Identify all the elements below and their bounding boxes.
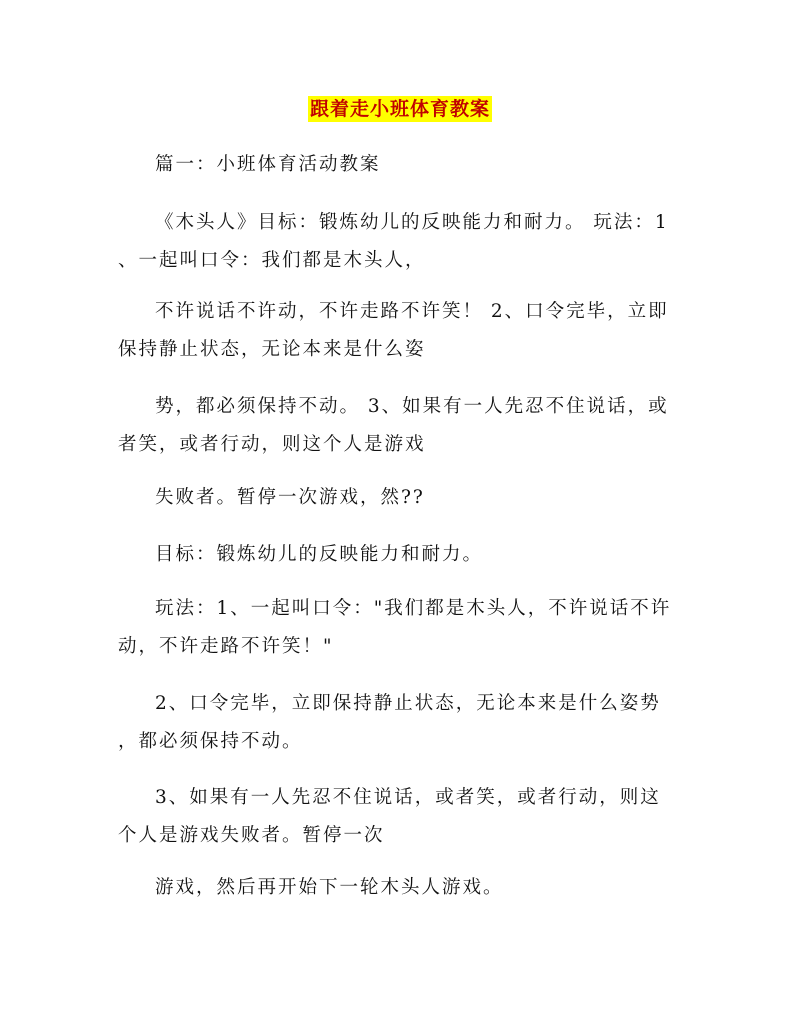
paragraph-line: 不许说话不许动，不许走路不许笑！ 2、口令完毕，立即 <box>155 301 669 322</box>
paragraph-line: 《木头人》目标：锻炼幼儿的反映能力和耐力。 玩法：1 <box>155 212 669 233</box>
paragraph-goal <box>118 536 684 574</box>
paragraph-rule-2 <box>118 388 684 464</box>
paragraph-line: 篇一：小班体育活动教案 <box>155 154 381 175</box>
paragraph-play-2 <box>118 685 684 761</box>
paragraph-line: 玩法：1、一起叫口令："我们都是木头人，不许说话不许 <box>155 598 672 619</box>
paragraph-line: 目标：锻炼幼儿的反映能力和耐力。 <box>155 544 484 565</box>
paragraph-line: 游戏，然后再开始下一轮木头人游戏。 <box>155 877 504 898</box>
paragraph-line: 个人是游戏失败者。暂停一次 <box>118 825 385 846</box>
paragraph-line: 保持静止状态，无论本来是什么姿 <box>118 339 426 360</box>
paragraph-play-end <box>118 869 684 907</box>
paragraph-line: ，都必须保持不动。 <box>118 731 303 752</box>
paragraph-game-intro <box>118 204 684 280</box>
paragraph-line: 2、口令完毕，立即保持静止状态，无论本来是什么姿势 <box>155 693 661 714</box>
title-block <box>0 96 800 122</box>
paragraph-line: 失败者。暂停一次游戏，然?? <box>155 487 425 508</box>
paragraph-line: 势，都必须保持不动。 3、如果有一人先忍不住说话，或 <box>155 396 669 417</box>
paragraph-play-3 <box>118 779 684 855</box>
document-title: 跟着走小班体育教案 <box>309 98 490 120</box>
paragraph-section-heading <box>118 146 684 184</box>
paragraph-line: 者笑，或者行动，则这个人是游戏 <box>118 434 426 455</box>
paragraph-rule-3 <box>118 479 684 517</box>
paragraph-line: 动，不许走路不许笑！" <box>118 636 334 657</box>
paragraph-rule-1 <box>118 293 684 369</box>
paragraph-line: 、一起叫口令：我们都是木头人， <box>118 250 426 271</box>
paragraph-line: 3、如果有一人先忍不住说话，或者笑，或者行动，则这 <box>155 787 661 808</box>
paragraph-play-1 <box>118 590 684 666</box>
